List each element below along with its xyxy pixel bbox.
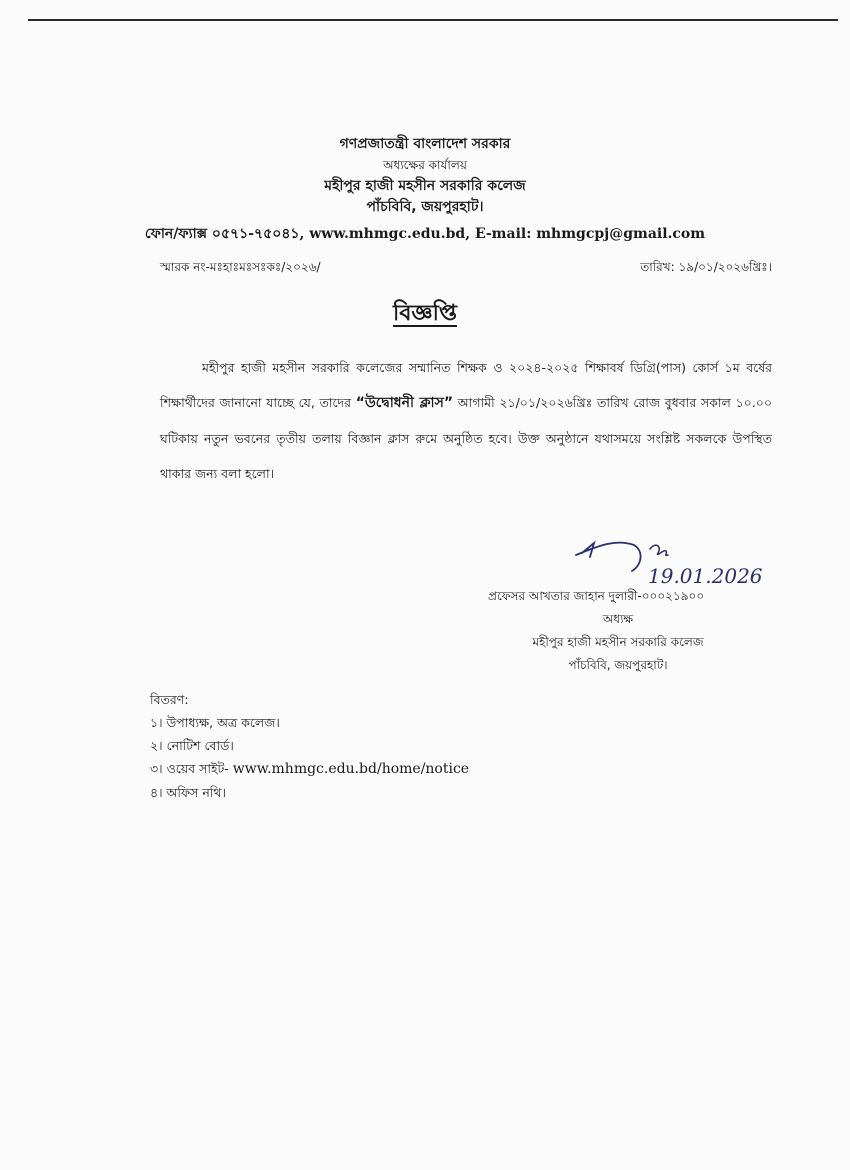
signatory-name: প্রফেসর আখতার জাহান দুলারী-০০০২১৯০০	[488, 589, 705, 603]
signatory-address: পাঁচবিবি, জয়পুরহাট।	[568, 658, 668, 672]
body-part-1: মহীপুর হাজী মহসীন সরকারি কলেজের সম্মানিত শিক্ষক ও ২০২৪-২০২৫ শিক্ষাবর্ষ ডিগ্রি(পাস) কোর্স ১ম বর্ষের শিক্ষার্থীদের জানানো যাচ্ছে যে, তাদের	[160, 360, 772, 410]
distribution-item: ৪। অফিস নথি।	[150, 785, 226, 800]
distribution-item-label: ৩। ওয়েব সাইট-	[150, 761, 233, 776]
distribution-list	[150, 688, 469, 804]
signatory-college: মহীপুর হাজী মহসীন সরকারি কলেজ	[532, 635, 704, 649]
contact-line: ফোন/ফ্যাক্স ০৫৭১-৭৫০৪১, www.mhmgc.edu.bd, E-mail: mhmgcpj@gmail.com	[144, 226, 706, 242]
distribution-item: ২। নোটিশ বোর্ড।	[150, 738, 234, 753]
body-highlight: “উদ্বোধনী ক্লাস”	[355, 395, 454, 411]
notice-date: তারিখ: ১৯/০১/২০২৬খ্রিঃ।	[640, 260, 772, 274]
distribution-item	[150, 757, 469, 781]
signatory-designation: অধ্যক্ষ	[602, 612, 634, 626]
distribution-item: ১। উপাধ্যক্ষ, অত্র কলেজ।	[150, 715, 280, 730]
government-name: গণপ্রজাতন্ত্রী বাংলাদেশ সরকার	[339, 136, 511, 152]
website-link[interactable]: www.mhmgc.edu.bd/home/notice	[232, 761, 470, 777]
notice-body	[160, 350, 772, 491]
signature-date: 19.01.2026	[648, 564, 763, 588]
college-name: মহীপুর হাজী মহসীন সরকারি কলেজ	[324, 178, 526, 194]
office-name: অধ্যক্ষের কার্যালয়	[383, 158, 467, 172]
notice-paragraph	[160, 350, 772, 491]
memo-number: স্মারক নং-মঃহাঃমঃসঃকঃ/২০২৬/	[160, 260, 321, 274]
letterhead	[0, 134, 850, 246]
distribution-heading: বিতরণ:	[150, 692, 189, 707]
college-address: পাঁচবিবি, জয়পুরহাট।	[366, 199, 484, 215]
notice-title-text: বিজ্ঞপ্তি	[393, 301, 457, 326]
top-rule	[28, 19, 838, 21]
signature-block	[478, 585, 758, 677]
notice-title	[0, 296, 850, 333]
body-part-2: আগামী ২১/০১/২০২৬খ্রিঃ তারিখ রোজ বুধবার সকাল ১০.০০ ঘটিকায় নতুন ভবনের তৃতীয় তলায় বিজ্ঞান ক্লাস রুমে অনুষ্ঠিত হবে। উক্ত অনুষ্ঠানে যথাসময়ে সংশ্লিষ্ট সকলকে উপস্থিত থাকার জন্য বলা হলো।	[160, 395, 772, 481]
